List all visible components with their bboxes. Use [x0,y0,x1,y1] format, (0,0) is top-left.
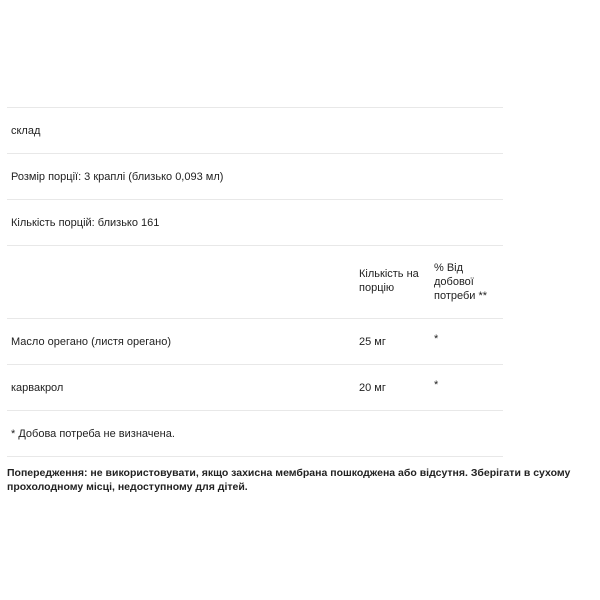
serving-size-row [7,154,503,200]
nutrient-daily-value: * [434,379,439,391]
nutrient-amount: 20 мг [359,382,386,394]
table-header-row [7,246,503,319]
servings-count: Кількість порцій: близько 161 [11,217,160,229]
nutrient-name: Масло орегано (листя орегано) [11,336,171,348]
servings-count-row [7,200,503,246]
nutrient-name: карвакрол [11,382,64,394]
section-title: склад [11,125,41,137]
nutrient-amount: 25 мг [359,336,386,348]
nutrient-daily-value: * [434,333,439,345]
daily-value-header: % Від добової потреби ** [434,262,488,302]
footnote: * Добова потреба не визначена. [11,428,175,440]
section-title-row [7,108,503,154]
serving-size: Розмір порції: 3 краплі (близько 0,093 мл) [11,171,224,183]
table-row [7,319,503,365]
warning-text: Попередження: не використовувати, якщо захисна мембрана пошкоджена або відсутня. Зберігати в сухому прохолодному місці, недоступному для дітей. [7,467,571,493]
footnote-row [7,411,503,457]
table-row [7,365,503,411]
supplement-facts-table [7,107,503,457]
amount-per-serving-header: Кількість на порцію [359,268,419,294]
